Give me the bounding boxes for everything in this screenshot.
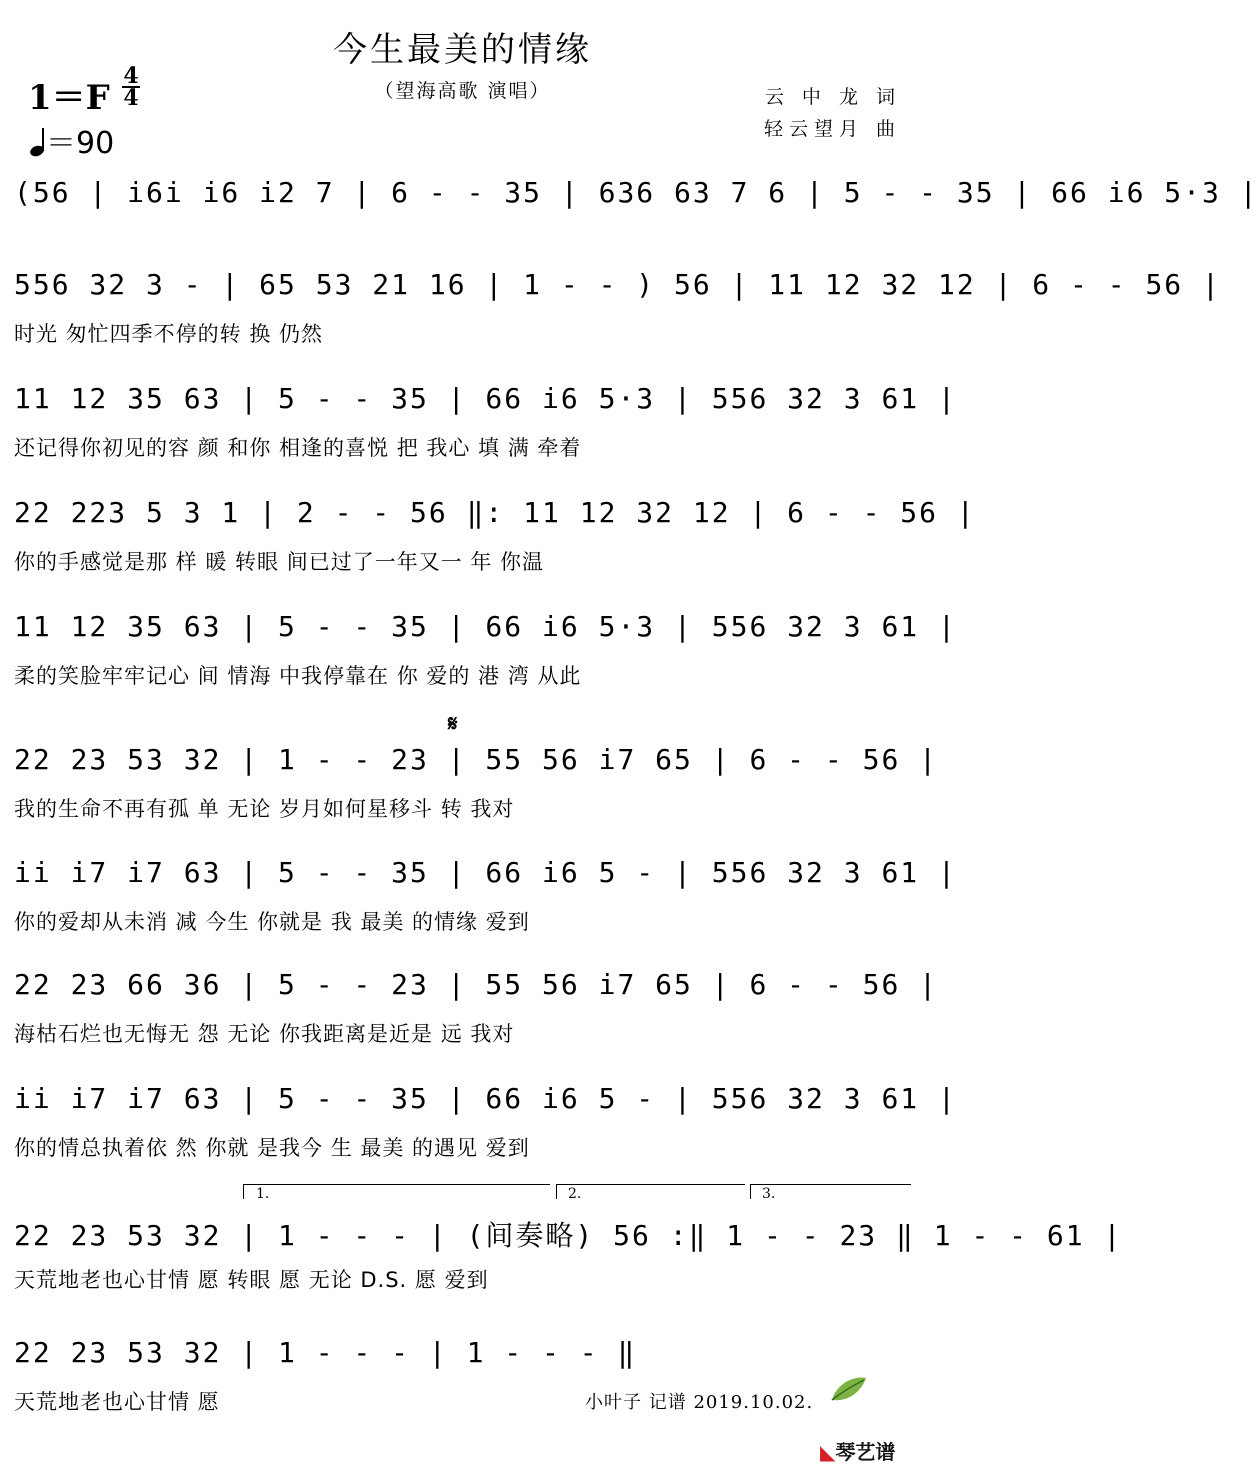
- lyric-line: [14, 226, 914, 256]
- logo-text: 琴艺谱: [835, 1440, 896, 1464]
- key-signature: 1＝F: [28, 78, 110, 118]
- notation-line: 22 223 5 3 1 | 2 - - 56 ‖: 11 12 32 12 | 6 - - 56 |: [14, 496, 976, 529]
- lyric-line: 你的手感觉是那 样 暖 转眼 间已过了一年又一 年 你温: [14, 550, 545, 574]
- performer-subtitle: （望海高歌 演唱）: [374, 80, 551, 102]
- notation-line: 11 12 35 63 | 5 - - 35 | 66 i6 5·3 | 556 32 3 61 |: [14, 610, 957, 643]
- notation-line: ii i7 i7 63 | 5 - - 35 | 66 i6 5 - | 556 32 3 61 |: [14, 856, 957, 889]
- leaf-icon: [828, 1374, 868, 1404]
- volta-label-1: 1.: [256, 1186, 270, 1202]
- lyric-line: 柔的笑脸牢牢记心 间 情海 中我停靠在 你 爱的 港 湾 从此: [14, 664, 582, 688]
- quarter-note-icon: [30, 127, 46, 157]
- lyricist-credit: 云 中 龙 词: [764, 86, 901, 108]
- site-logo: [820, 1436, 895, 1465]
- volta-label-3: 3.: [762, 1186, 776, 1202]
- lyric-line: 天荒地老也心甘情 愿 转眼 愿 无论 D.S. 愿 爱到: [14, 1268, 489, 1292]
- time-signature-top: 4: [123, 63, 139, 89]
- notation-line: (56 | i6i i6 i2 7 | 6 - - 35 | 636 63 7 6 | 5 - - 35 | 66 i6 5·3 |: [14, 176, 1259, 209]
- time-signature: [120, 63, 142, 111]
- transcriber-credit: 小叶子 记谱 2019.10.02.: [585, 1392, 814, 1413]
- notation-line: 22 23 53 32 | 1 - - - | (间奏略) 56 :‖ 1 - - 23 ‖ 1 - - 61 |: [14, 1219, 1123, 1252]
- lyric-line: 天荒地老也心甘情 愿: [14, 1390, 220, 1414]
- volta-label-2: 2.: [568, 1186, 582, 1202]
- lyric-line: 还记得你初见的容 颜 和你 相逢的喜悦 把 我心 填 满 牵着: [14, 436, 582, 460]
- notation-line: 22 23 53 32 | 1 - - - | 1 - - - ‖: [14, 1336, 637, 1369]
- volta-bracket-2: [556, 1184, 745, 1199]
- notation-line: 22 23 53 32 | 1 - - 23 | 55 56 i7 65 | 6 - - 56 |: [14, 743, 939, 776]
- lyric-line: 你的爱却从未消 减 今生 你就是 我 最美 的情缘 爱到: [14, 910, 530, 934]
- segno-sign: 𝄋: [448, 712, 458, 737]
- song-title: 今生最美的情缘: [333, 30, 592, 70]
- notation-line: 11 12 35 63 | 5 - - 35 | 66 i6 5·3 | 556 32 3 61 |: [14, 382, 957, 415]
- notation-line: 22 23 66 36 | 5 - - 23 | 55 56 i7 65 | 6 - - 56 |: [14, 968, 939, 1001]
- lyric-line: 海枯石烂也无悔无 怨 无论 你我距离是近是 远 我对: [14, 1022, 515, 1046]
- tempo-value: ＝90: [46, 126, 115, 161]
- tempo-marking: [30, 118, 114, 162]
- time-signature-bottom: 4: [123, 85, 139, 111]
- lyric-line: 我的生命不再有孤 单 无论 岁月如何星移斗 转 我对: [14, 797, 515, 821]
- notation-line: ii i7 i7 63 | 5 - - 35 | 66 i6 5 - | 556 32 3 61 |: [14, 1082, 957, 1115]
- notation-line: 556 32 3 - | 65 53 21 16 | 1 - - ) 56 | 11 12 32 12 | 6 - - 56 |: [14, 268, 1221, 301]
- logo-mark-icon: ◣: [820, 1440, 836, 1464]
- lyric-line: 你的情总执着依 然 你就 是我今 生 最美 的遇见 爱到: [14, 1136, 530, 1160]
- lyric-line: 时光 匆忙四季不停的转 换 仍然: [14, 322, 324, 346]
- composer-credit: 轻云望月 曲: [763, 118, 901, 140]
- volta-bracket-1: [243, 1184, 550, 1199]
